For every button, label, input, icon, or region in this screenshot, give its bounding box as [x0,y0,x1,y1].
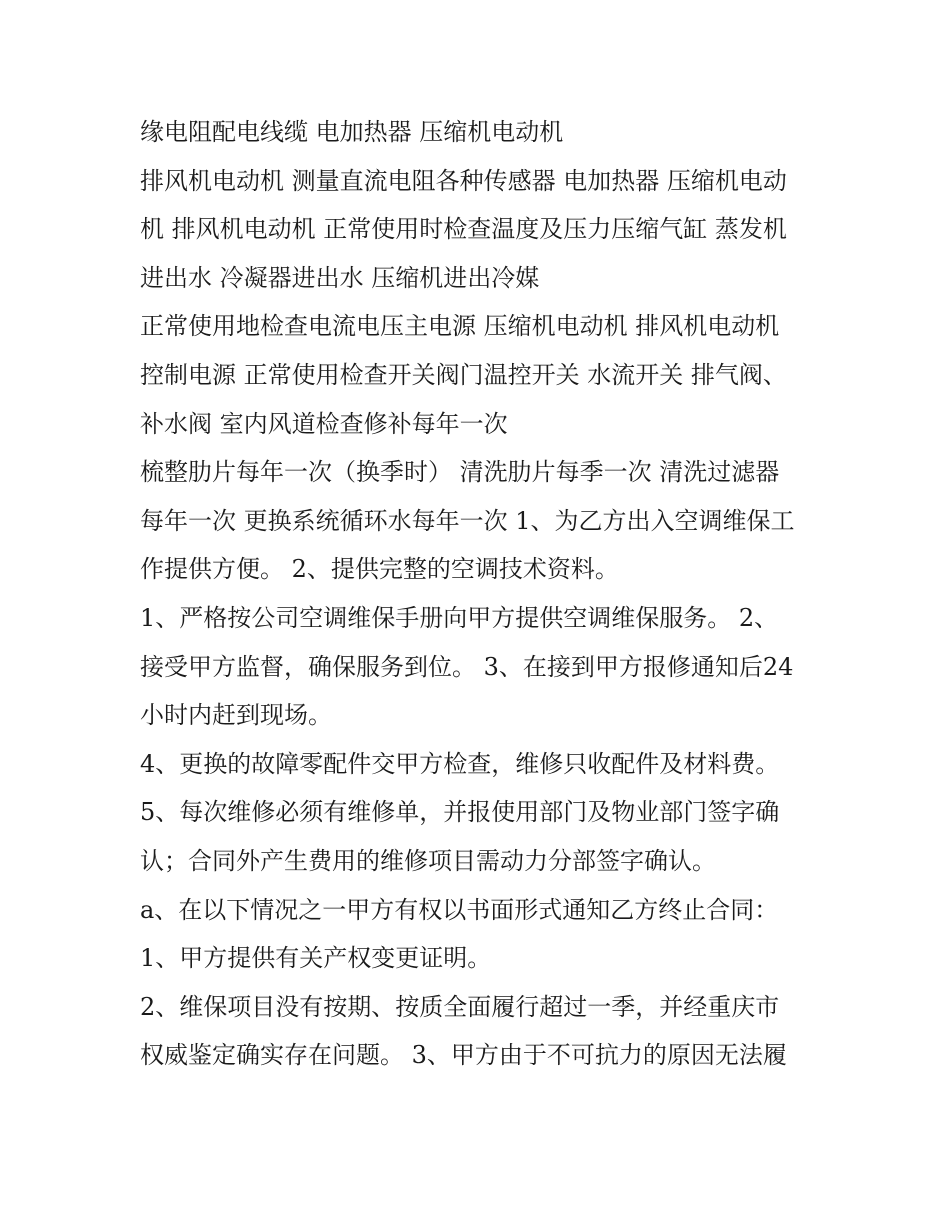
text-line: 小时内赶到现场。 [140,701,332,730]
text-line: 每年一次 更换系统循环水每年一次 1、为乙方出入空调维保工 [140,506,795,535]
text-line: 排风机电动机 测量直流电阻各种传感器 电加热器 压缩机电动 [140,166,787,195]
text-line: 权威鉴定确实存在问题。 3、甲方由于不可抗力的原因无法履 [140,1041,787,1070]
text-line: 认；合同外产生费用的维修项目需动力分部签字确认。 [140,846,716,875]
text-line: 控制电源 正常使用检查开关阀门温控开关 水流开关 排气阀、 [140,360,787,389]
text-line: 4、更换的故障零配件交甲方检查，维修只收配件及材料费。 [140,749,780,778]
document-body [140,108,820,1080]
text-line: a、在以下情况之一甲方有权以书面形式通知乙方终止合同： [140,895,779,924]
text-line: 2、维保项目没有按期、按质全面履行超过一季，并经重庆市 [140,992,780,1021]
text-line: 作提供方便。 2、提供完整的空调技术资料。 [140,555,619,584]
text-line: 进出水 冷凝器进出水 压缩机进出冷媒 [140,263,540,292]
text-line: 1、甲方提供有关产权变更证明。 [140,944,492,973]
text-line: 补水阀 室内风道检查修补每年一次 [140,409,508,438]
text-line: 5、每次维修必须有维修单，并报使用部门及物业部门签字确 [140,798,780,827]
text-line: 梳整肋片每年一次（换季时） 清洗肋片每季一次 清洗过滤器 [140,458,780,487]
text-line: 1、严格按公司空调维保手册向甲方提供空调维保服务。 2、 [140,603,779,632]
text-line: 正常使用地检查电流电压主电源 压缩机电动机 排风机电动机 [140,312,780,341]
text-line: 机 排风机电动机 正常使用时检查温度及压力压缩气缸 蒸发机 [140,215,787,244]
text-line: 缘电阻配电线缆 电加热器 压缩机电动机 [140,118,564,146]
text-line: 接受甲方监督，确保服务到位。 3、在接到甲方报修通知后24 [140,652,794,681]
